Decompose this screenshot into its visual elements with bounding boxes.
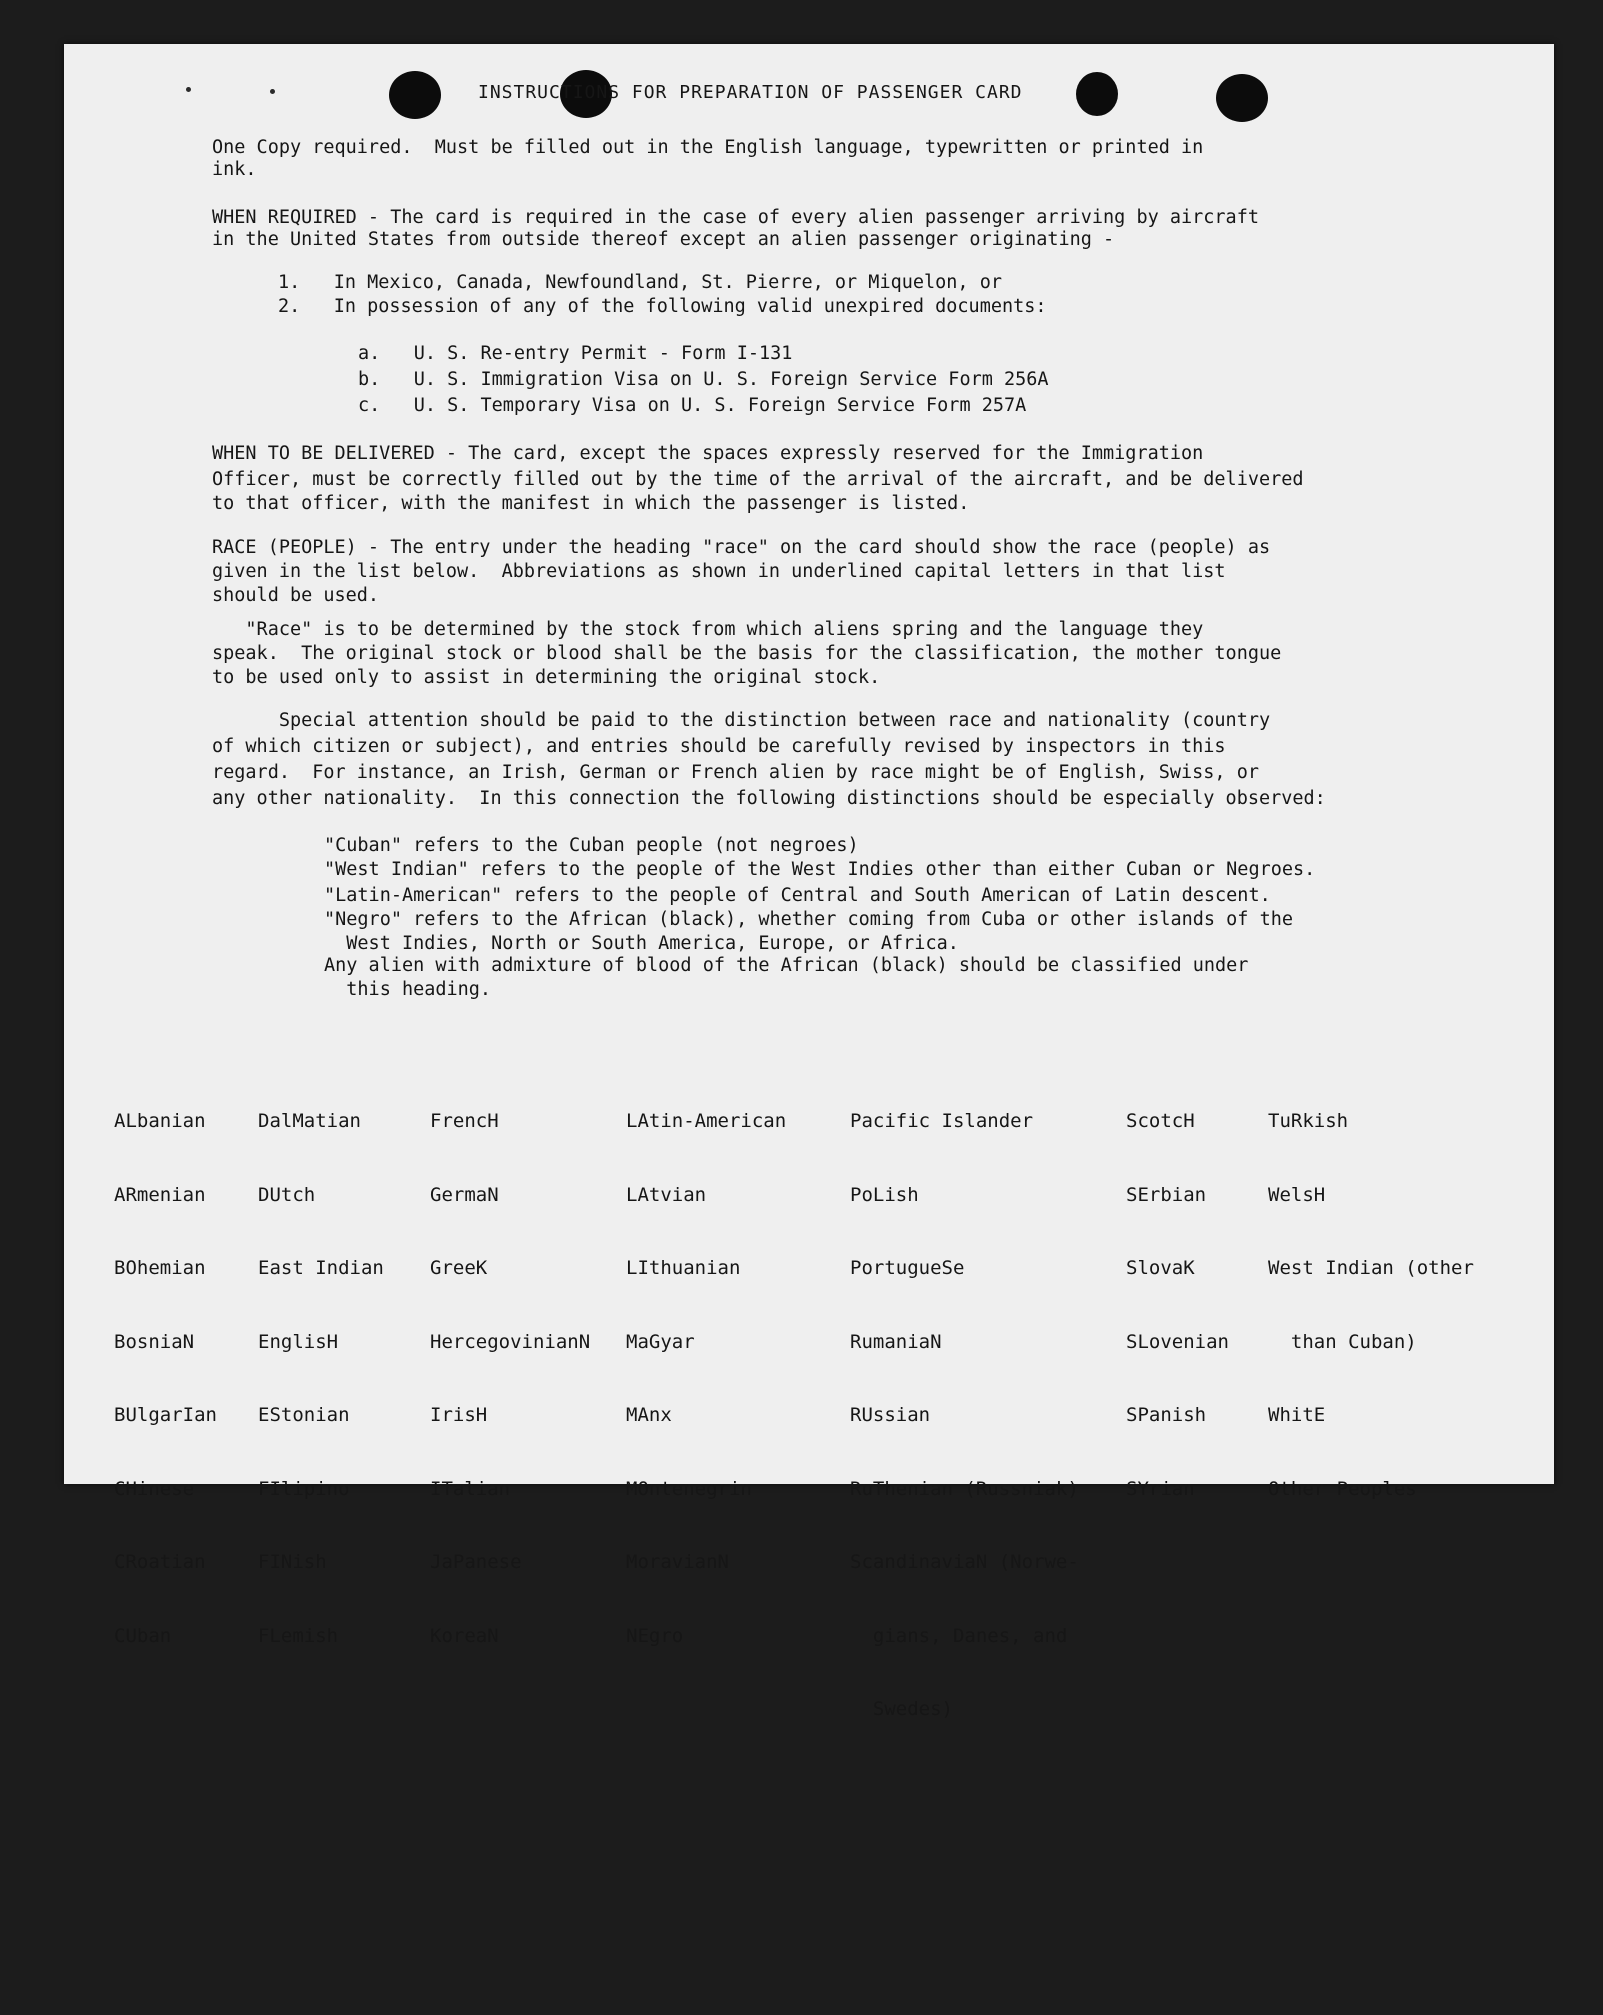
when-required-item-2: 2. In possession of any of the following valid unexpired documents:	[278, 296, 1047, 317]
special-attention-line-2: of which citizen or subject), and entries should be carefully revised by inspectors in this	[212, 736, 1226, 757]
race-entry: LAtin-American	[626, 1110, 787, 1132]
race-entry: BosniaN	[114, 1330, 195, 1353]
document-item-a: a. U. S. Re-entry Permit - Form I-131	[358, 343, 793, 364]
race-entry: ScandinaviaN (Norwe-	[850, 1551, 1079, 1573]
race-entry: SLovenian	[1126, 1330, 1229, 1353]
distinction-admixture-line-2: this heading.	[324, 979, 492, 1000]
race-entry: CHinese	[114, 1477, 195, 1500]
distinction-cuban: "Cuban" refers to the Cuban people (not negroes)	[324, 835, 859, 856]
race-entry: RuThenian (Russniak)	[850, 1477, 1079, 1500]
race-column-2	[258, 1060, 384, 1697]
race-entry: WelsH	[1268, 1183, 1326, 1206]
race-entry: JaPanese	[430, 1551, 522, 1573]
race-line-3: should be used.	[212, 585, 380, 606]
race-entry: CUban	[114, 1624, 172, 1647]
race-entry: RumaniaN	[850, 1330, 942, 1353]
race-entry: ScotcH	[1126, 1110, 1195, 1132]
when-delivered-line-3: to that officer, with the manifest in which the passenger is listed.	[212, 493, 970, 514]
race-column-6	[1126, 1060, 1229, 1550]
distinction-negro-line-1: "Negro" refers to the African (black), whether coming from Cuba or other islands of the	[324, 909, 1294, 930]
punch-hole-left	[389, 71, 441, 119]
when-required-line-1: WHEN REQUIRED - The card is required in the case of every alien passenger arriving by aircraft	[212, 207, 1259, 228]
race-entry: than Cuban)	[1268, 1330, 1417, 1353]
special-attention-line-4: any other nationality. In this connection the following distinctions should be especially observed:	[212, 788, 1326, 809]
race-entry: SYrian	[1126, 1477, 1195, 1500]
ink-speck	[186, 87, 191, 92]
race-entry: DalMatian	[258, 1110, 361, 1132]
race-entry: SErbian	[1126, 1183, 1207, 1206]
race-entry: PortugueSe	[850, 1257, 965, 1279]
race-entry: gians, Danes, and	[850, 1624, 1068, 1647]
race-column-7	[1268, 1060, 1474, 1550]
race-entry: MOntenegrin	[626, 1477, 752, 1500]
punch-hole-right	[1216, 74, 1268, 122]
race-entry: ITalian	[430, 1477, 511, 1500]
race-definition-line-2: speak. The original stock or blood shall be the basis for the classification, the mother tongue	[212, 643, 1282, 664]
race-entry: GermaN	[430, 1183, 499, 1206]
race-column-5	[850, 1060, 1079, 1771]
race-entry: SPanish	[1126, 1404, 1207, 1426]
race-entry: BOhemian	[114, 1257, 206, 1279]
special-attention-line-1: Special attention should be paid to the distinction between race and nationality (country	[212, 710, 1271, 731]
distinction-latin-american: "Latin-American" refers to the people of Central and South American of Latin descent.	[324, 885, 1271, 906]
race-entry: PoLish	[850, 1183, 919, 1206]
race-entry: FIlipino	[258, 1477, 350, 1500]
when-required-item-1: 1. In Mexico, Canada, Newfoundland, St. Pierre, or Miquelon, or	[278, 272, 1002, 293]
intro-line-2: ink.	[212, 159, 257, 180]
race-entry: SlovaK	[1126, 1257, 1195, 1279]
distinction-negro-line-2: West Indies, North or South America, Europe, or Africa.	[324, 933, 959, 954]
document-item-c: c. U. S. Temporary Visa on U. S. Foreign Service Form 257A	[358, 395, 1027, 416]
race-entry: NEgro	[626, 1624, 684, 1647]
race-entry: MoravianN	[626, 1551, 729, 1573]
race-entry: MAnx	[626, 1404, 672, 1426]
race-definition-line-3: to be used only to assist in determining the original stock.	[212, 667, 881, 688]
race-entry: BUlgarIan	[114, 1404, 217, 1426]
ink-speck	[270, 89, 275, 94]
race-entry: RUssian	[850, 1404, 931, 1426]
when-delivered-line-2: Officer, must be correctly filled out by the time of the arrival of the aircraft, and be delivered	[212, 469, 1304, 490]
race-definition-line-1: "Race" is to be determined by the stock from which aliens spring and the language they	[212, 619, 1204, 640]
page-title: INSTRUCTIONS FOR PREPARATION OF PASSENGER CARD	[478, 82, 1023, 103]
special-attention-line-3: regard. For instance, an Irish, German or French alien by race might be of English, Swiss, or	[212, 762, 1259, 783]
race-entry: Pacific Islander	[850, 1110, 1034, 1132]
distinction-admixture-line-1: Any alien with admixture of blood of the African (black) should be classified under	[324, 955, 1249, 976]
race-entry: DUtch	[258, 1183, 316, 1206]
intro-line-1: One Copy required. Must be filled out in the English language, typewritten or printed in	[212, 137, 1204, 158]
when-delivered-line-1: WHEN TO BE DELIVERED - The card, except the spaces expressly reserved for the Immigration	[212, 443, 1204, 464]
distinction-west-indian: "West Indian" refers to the people of the West Indies other than either Cuban or Negroes.	[324, 859, 1316, 880]
race-entry: ARmenian	[114, 1183, 206, 1206]
when-required-line-2: in the United States from outside thereof except an alien passenger originating -	[212, 229, 1115, 250]
race-entry: West Indian (other	[1268, 1257, 1474, 1279]
race-entry: WhitE	[1268, 1404, 1326, 1426]
race-entry: GreeK	[430, 1257, 488, 1279]
race-entry: EnglisH	[258, 1330, 339, 1353]
race-entry: HercegovinianN	[430, 1330, 591, 1353]
document-item-b: b. U. S. Immigration Visa on U. S. Foreign Service Form 256A	[358, 369, 1049, 390]
race-line-1: RACE (PEOPLE) - The entry under the heading "race" on the card should show the race (people) as	[212, 537, 1271, 558]
race-column-4	[626, 1060, 786, 1697]
race-entry: FrencH	[430, 1110, 499, 1132]
punch-hole-title-right	[1076, 72, 1118, 116]
race-entry: KoreaN	[430, 1624, 499, 1647]
race-entry: IrisH	[430, 1404, 488, 1426]
race-entry: FINish	[258, 1551, 327, 1573]
race-entry: FLemish	[258, 1624, 339, 1647]
race-entry: CRoatian	[114, 1551, 206, 1573]
race-entry: Swedes)	[850, 1698, 953, 1720]
race-line-2: given in the list below. Abbreviations as shown in underlined capital letters in that list	[212, 561, 1226, 582]
race-entry: MaGyar	[626, 1330, 695, 1353]
race-entry: Other Peoples	[1268, 1477, 1417, 1500]
race-entry: LAtvian	[626, 1183, 707, 1206]
race-entry: TuRkish	[1268, 1110, 1349, 1132]
race-column-3	[430, 1060, 590, 1697]
race-entry: EStonian	[258, 1404, 350, 1426]
race-entry: ALbanian	[114, 1110, 206, 1132]
race-column-1	[114, 1060, 217, 1697]
race-entry: LIthuanian	[626, 1257, 741, 1279]
document-page	[64, 44, 1554, 1720]
race-entry: East Indian	[258, 1257, 384, 1279]
